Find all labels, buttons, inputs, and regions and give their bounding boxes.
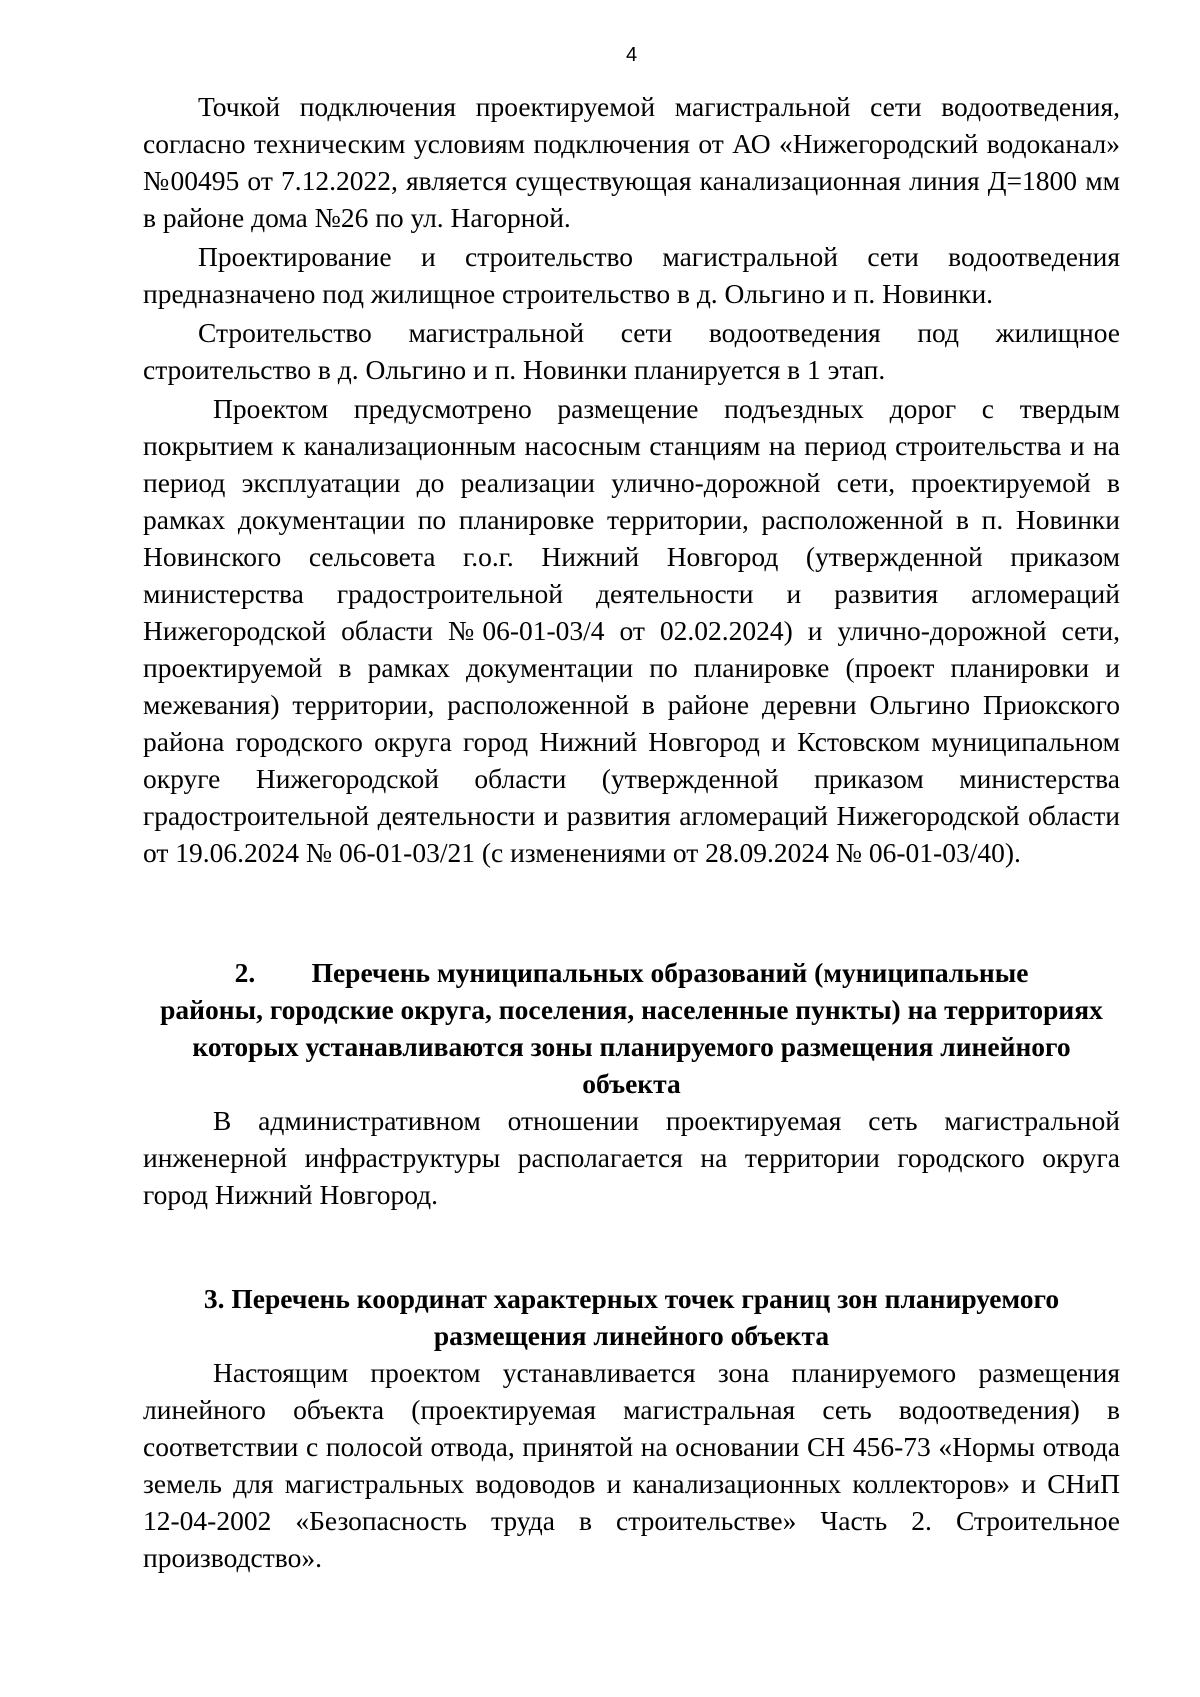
section-3-heading: 3. Перечень координат характерных точек границ зон планируемого размещения линейного объекта	[203, 1283, 1060, 1351]
paragraph-planned-zone: Настоящим проектом устанавливается зона планируемого размещения линейного объекта (проектируемая магистральная сеть водоотведения) в соответствии с полосой отвода, принятой на основании СН 456-73 «Нормы отвода земель для магистральных водоводов и канализационных коллекторов» и СНиП 12-04-2002 «Безопасность труда в строительстве» Часть 2. Строительное производство».	[143, 1357, 1120, 1573]
intro-section	[143, 88, 1120, 871]
paragraph-construction-stage: Строительство магистральной сети водоотведения под жилищное строительство в д. Ольгино и п. Новинки планируется в 1 этап.	[143, 317, 1120, 385]
section-2-number: 2.	[234, 957, 256, 988]
paragraph-design-purpose: Проектирование и строительство магистральной сети водоотведения предназначено под жилищное строительство в д. Ольгино и п. Новинки.	[143, 241, 1120, 309]
section-2-title-rest: районы, городские округа, поселения, населенные пункты) на территориях которых устанавливаются зоны планируемого размещения линейного объекта	[160, 994, 1103, 1099]
section-2-heading	[143, 954, 1120, 1102]
paragraph-administrative: В административном отношении проектируемая сеть магистральной инженерной инфраструктуры располагается на территории городского округа город Нижний Новгород.	[143, 1105, 1120, 1210]
paragraph-connection-point: Точкой подключения проектируемой магистральной сети водоотведения, согласно техническим условиям подключения от АО «Нижегородский водоканал» №00495 от 7.12.2022, является существующая канализационная линия Д=1800 мм в районе дома №26 по ул. Нагорной.	[143, 91, 1120, 233]
page-number: 4	[625, 44, 638, 66]
section-2-title-line1: Перечень муниципальных образований (муниципальные	[311, 957, 1029, 988]
paragraph-access-roads: Проектом предусмотрено размещение подъездных дорог с твердым покрытием к канализационным насосным станциям на период строительства и на период эксплуатации до реализации улично-дорожной сети, проектируемой в рамках документации по планировке территории, расположенной в п. Новинки Новинского сельсовета г.о.г. Нижний Новгород (утвержденной приказом министерства градостроительной деятельности и развития агломераций Нижегородской области №06-01-03/4 от 02.02.2024) и улично-дорожной сети, проектируемой в рамках документации по планировке (проект планировки и межевания) территории, расположенной в районе деревни Ольгино Приокского района городского округа город Нижний Новгород и Кстовском муниципальном округе Нижегородской области (утвержденной приказом министерства градостроительной деятельности и развития агломераций Нижегородской области от 19.06.2024 № 06-01-03/21 (с изменениями от 28.09.2024 № 06-01-03/40).	[143, 393, 1120, 868]
section-2	[143, 954, 1120, 1213]
section-3	[143, 1280, 1120, 1576]
